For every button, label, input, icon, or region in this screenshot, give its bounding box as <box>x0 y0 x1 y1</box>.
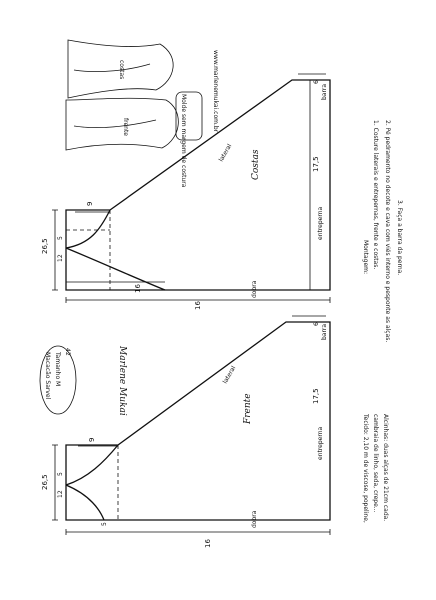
back-dim-strap-label: 6 <box>313 80 320 84</box>
assembly-step-3: 3. Faça a barra da perna. <box>396 200 403 276</box>
front-dim-side-label: 5 <box>101 522 108 526</box>
back-dim-left <box>52 210 58 290</box>
front-entreperna-label: entreperna <box>317 426 324 460</box>
fabric-line-2: cambraia de linho, seda, crepe... <box>372 414 379 513</box>
model-size: Tamanho M <box>54 352 61 387</box>
front-lateral-label: lateral <box>221 364 238 385</box>
back-piece-name: Costas <box>251 149 261 180</box>
back-armhole-curve <box>66 210 110 248</box>
back-lateral-label: lateral <box>217 142 234 163</box>
front-dim-waist-label: 17,5 <box>312 388 320 404</box>
front-dobra-label: dobra <box>251 510 258 528</box>
assembly-step-2: 2. Pé pedramento no decote e cava com viés interno e pesponte as alças. <box>384 120 391 343</box>
fabric-line-3: Alcinhas: duas alças de 21cm cada. <box>382 414 389 522</box>
assembly-step-1: 1. Costure laterais e entrepernas, frente e costas. <box>372 120 379 270</box>
front-dim-left <box>52 445 58 520</box>
front-dim-width-label: 16 <box>204 539 212 548</box>
seam-note: Molde sem margem de costura <box>180 94 187 188</box>
front-outline <box>66 322 330 520</box>
seam-note-box <box>176 92 202 140</box>
front-dim-top-label: 12 <box>57 490 64 498</box>
back-dim-bottom-small-label: 16 <box>134 284 142 293</box>
thumb-front-label: frente <box>122 118 129 136</box>
back-dobra-label: dobra <box>251 280 258 298</box>
back-barra-label: barra <box>321 84 328 100</box>
front-barra-label: barra <box>321 324 328 340</box>
front-piece <box>52 316 330 535</box>
front-dim-topinner-label: 5 <box>57 472 64 476</box>
thumb-back-label: costas <box>118 60 125 80</box>
model-number: 42 <box>64 348 71 356</box>
back-dim-left-label: 26,5 <box>41 238 49 254</box>
back-dim-topinner-label: 5 <box>57 236 64 240</box>
back-dim-armhole-label: 9 <box>86 201 94 206</box>
signature: Marlene Mukai <box>117 346 127 416</box>
front-dim-armhole-label: 9 <box>88 437 96 442</box>
back-dim-top-label: 12 <box>57 254 64 262</box>
website: www.marlenemukai.com.br <box>212 50 219 133</box>
front-armhole-curve <box>66 445 118 485</box>
assembly-title: Montagem: <box>362 240 369 275</box>
front-crotch-curve <box>66 485 104 520</box>
back-crotch-curve <box>66 248 165 290</box>
fabric-line-1: Tecido: 2,10 m de viscose, popeline, <box>362 414 369 523</box>
back-dim-width-label: 16 <box>194 301 202 310</box>
front-dim-bottom <box>66 529 330 535</box>
back-dim-waist-label: 17,5 <box>312 156 320 172</box>
front-piece-name: Frente <box>243 393 253 424</box>
back-piece <box>52 74 330 303</box>
back-entreperna-label: entreperna <box>317 206 324 240</box>
front-dim-left-label: 26,5 <box>41 474 49 490</box>
model-name: Macacão Sarvel <box>44 352 51 400</box>
back-outline <box>66 80 330 290</box>
front-dim-strap-label: 6 <box>313 322 320 326</box>
